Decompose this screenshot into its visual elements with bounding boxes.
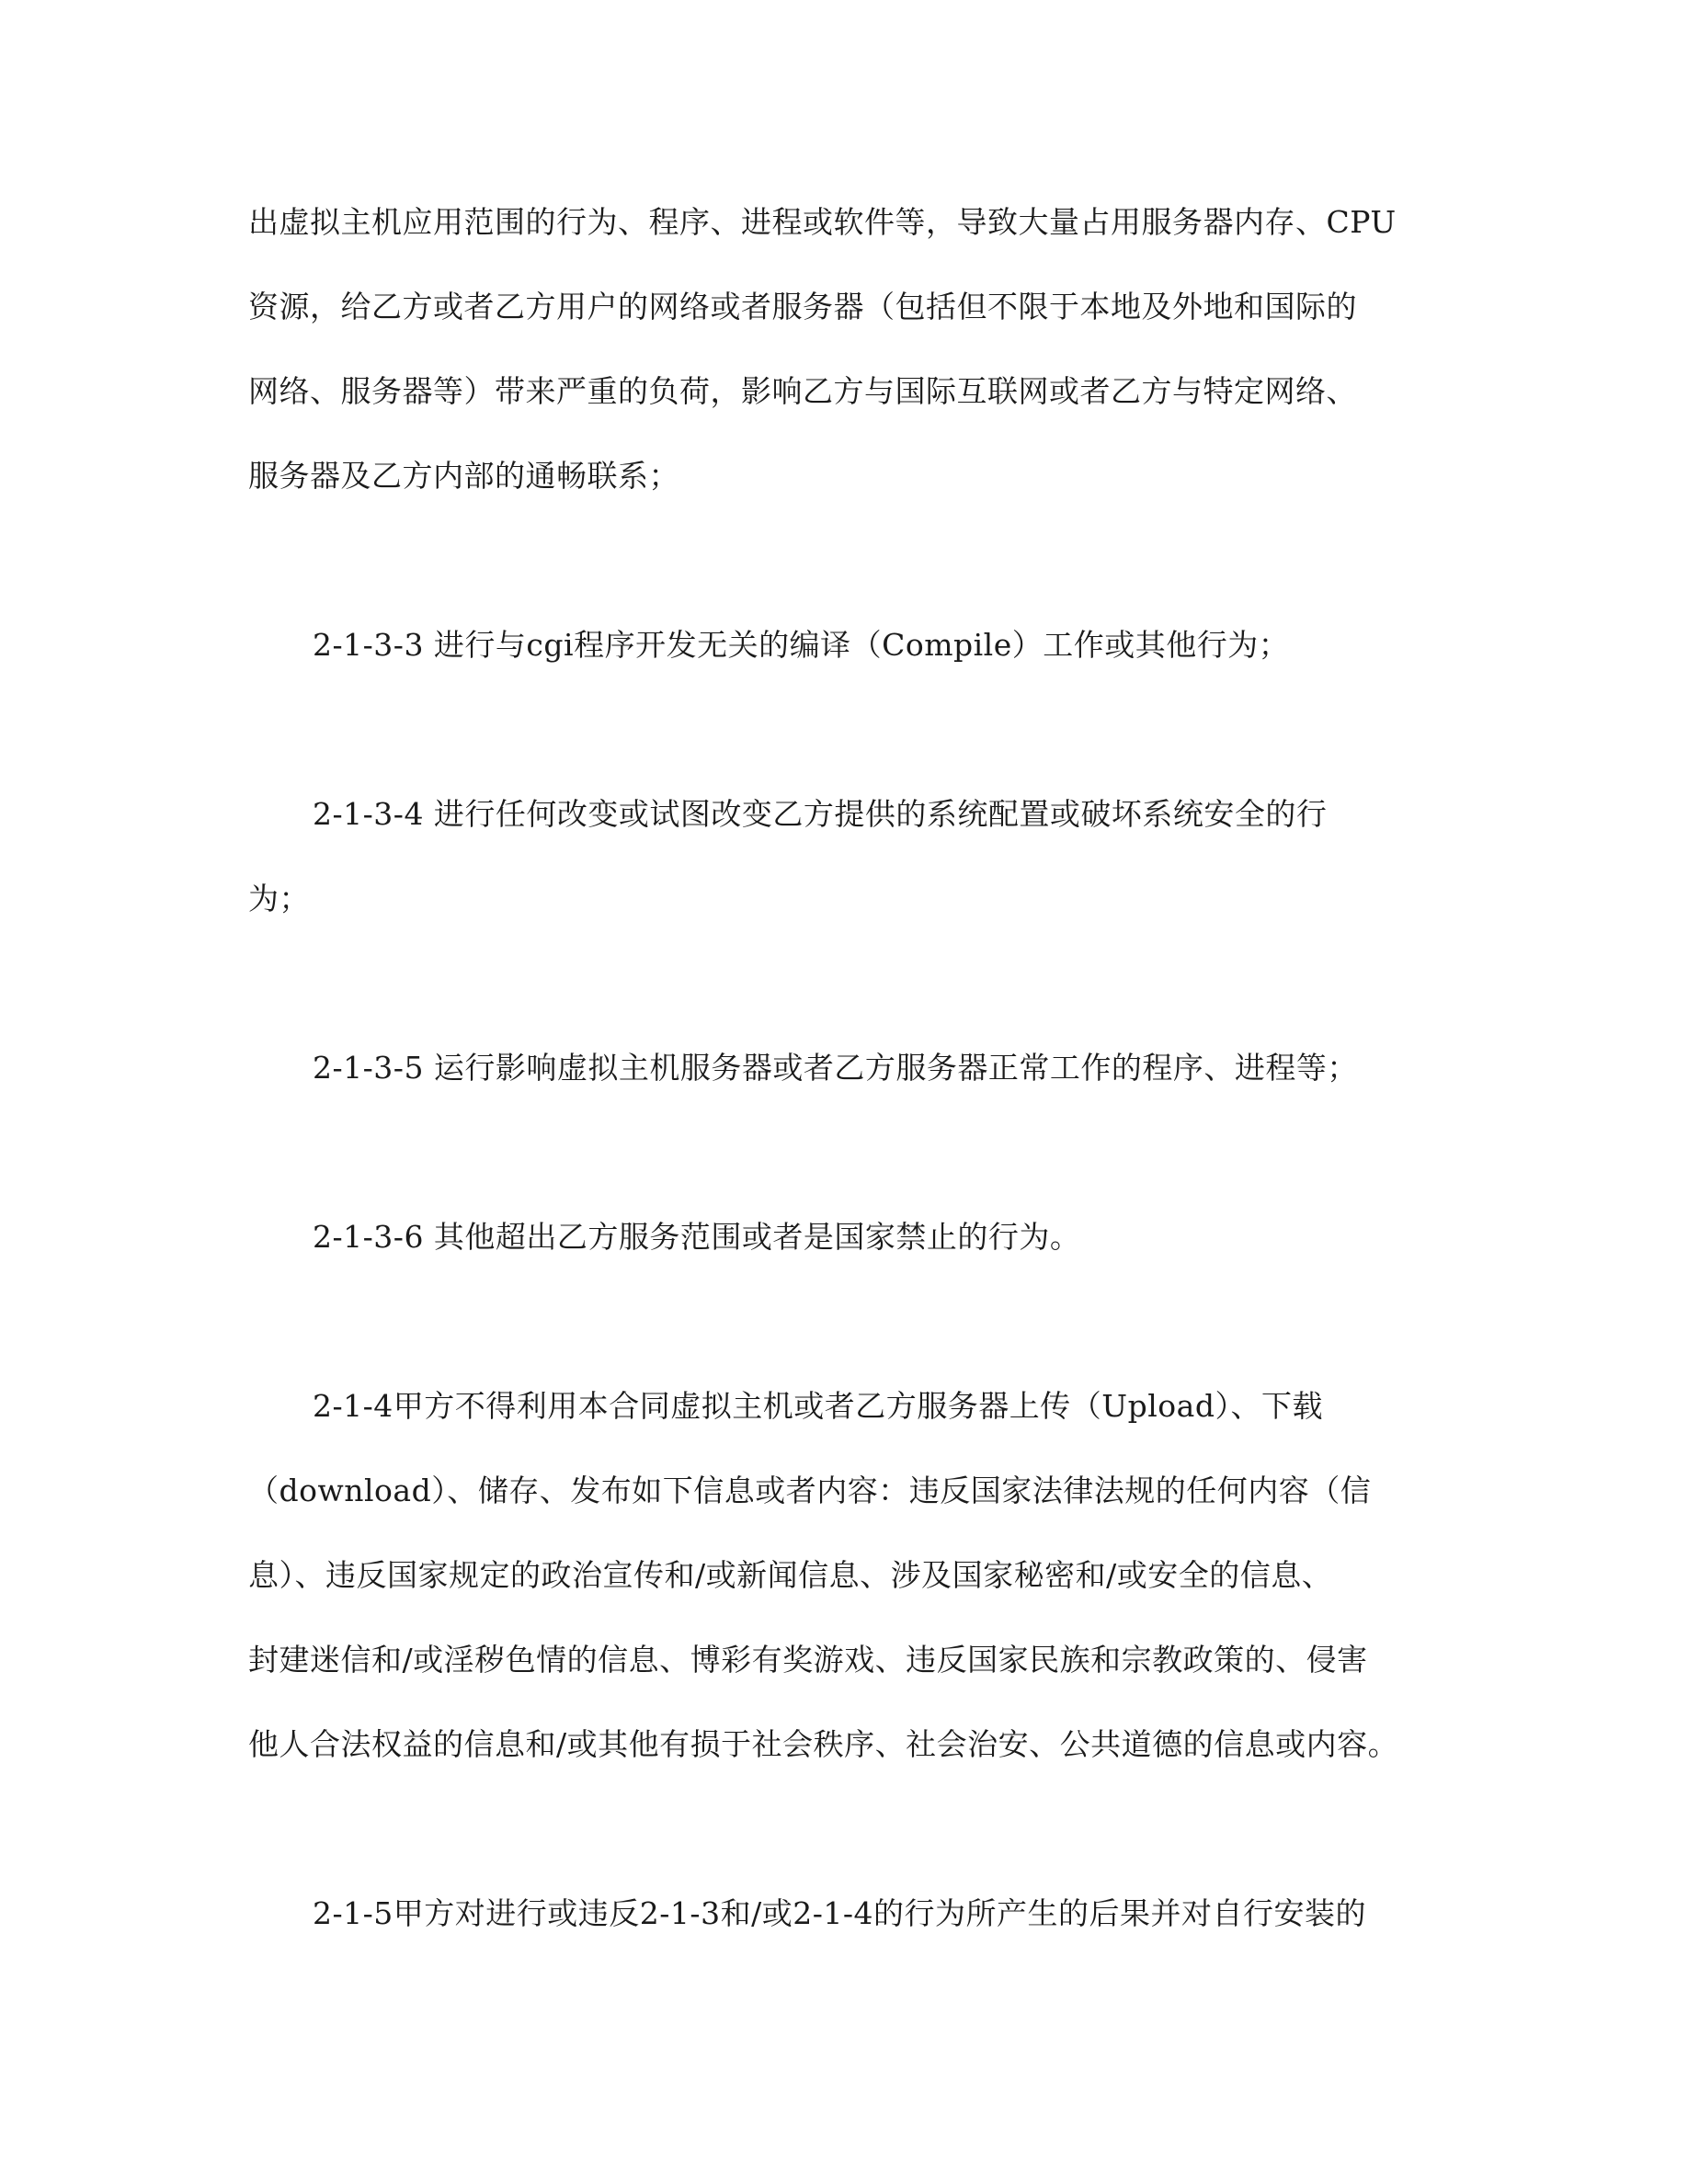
paragraph-line: 封建迷信和/或淫秽色情的信息、博彩有奖游戏、违反国家民族和宗教政策的、侵害: [248, 1642, 1368, 1678]
paragraph-3: [248, 772, 1443, 941]
paragraph-1: [248, 180, 1443, 518]
paragraph-line: 出虚拟主机应用范围的行为、程序、进程或软件等，导致大量占用服务器内存、CPU: [248, 204, 1397, 240]
paragraph-line: 2-1-3-3 进行与cgi程序开发无关的编译（Compile）工作或其他行为；: [313, 627, 1290, 663]
paragraph-line: 资源，给乙方或者乙方用户的网络或者服务器（包括但不限于本地及外地和国际的: [248, 289, 1357, 324]
paragraph-4: [248, 1026, 1508, 1110]
paragraph-line: 2-1-3-4 进行任何改变或试图改变乙方提供的系统配置或破坏系统安全的行: [313, 796, 1328, 832]
paragraph-line: 网络、服务器等）带来严重的负荷，影响乙方与国际互联网或者乙方与特定网络、: [248, 373, 1357, 409]
paragraph-5: [248, 1195, 1508, 1280]
paragraph-6: [248, 1364, 1443, 1787]
paragraph-line: 为；: [248, 881, 310, 916]
paragraph-line: 服务器及乙方内部的通畅联系；: [248, 458, 679, 494]
paragraph-line: 他人合法权益的信息和/或其他有损于社会秩序、社会治安、公共道德的信息或内容。: [248, 1726, 1399, 1762]
paragraph-line: 2-1-3-6 其他超出乙方服务范围或者是国家禁止的行为。: [313, 1219, 1081, 1255]
paragraph-2: [248, 603, 1508, 688]
paragraph-line: 2-1-4甲方不得利用本合同虚拟主机或者乙方服务器上传（Upload）、下载: [313, 1388, 1323, 1424]
paragraph-line: 2-1-5甲方对进行或违反2-1-3和/或2-1-4的行为所产生的后果并对自行安装的: [313, 1895, 1366, 1931]
paragraph-line: 2-1-3-5 运行影响虚拟主机服务器或者乙方服务器正常工作的程序、进程等；: [313, 1050, 1358, 1086]
paragraph-line: 息）、违反国家规定的政治宣传和/或新闻信息、涉及国家秘密和/或安全的信息、: [248, 1557, 1333, 1593]
paragraph-line: （download）、储存、发布如下信息或者内容：违反国家法律法规的任何内容（信: [248, 1473, 1372, 1508]
paragraph-7: [248, 1871, 1508, 1956]
